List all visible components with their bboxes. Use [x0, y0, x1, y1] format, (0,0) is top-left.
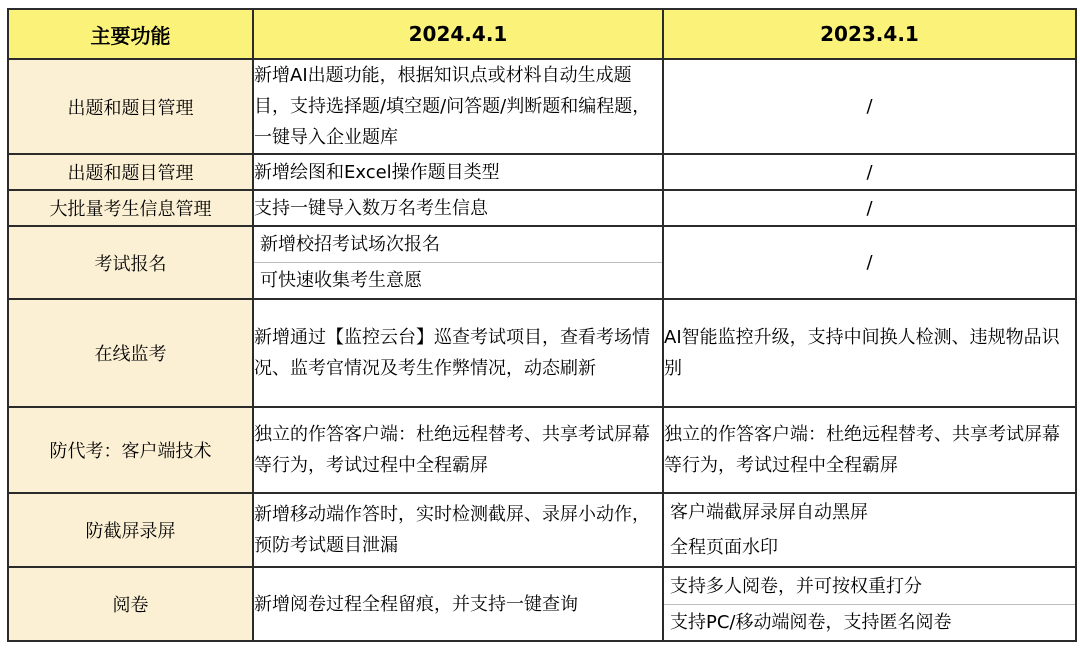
- cell-2024: 新增AI出题功能，根据知识点或材料自动生成题目，支持选择题/填空题/问答题/判断题和编程题，一键导入企业题库: [254, 60, 664, 155]
- cell-2023-line: 支持PC/移动端阅卷，支持匿名阅卷: [664, 604, 1075, 640]
- cell-2023-text: /: [866, 161, 873, 183]
- cell-2023: [664, 227, 1075, 300]
- cell-2023: [664, 60, 1075, 155]
- feature-name: 大批量考生信息管理: [9, 191, 254, 227]
- table-row: [9, 300, 1075, 408]
- cell-2023: AI智能监控升级，支持中间换人检测、违规物品识别: [664, 300, 1075, 408]
- feature-comparison-table: [7, 8, 1077, 642]
- cell-2024: 新增绘图和Excel操作题目类型: [254, 155, 664, 191]
- table-row: [9, 60, 1075, 155]
- cell-2023-line: 全程页面水印: [664, 530, 1075, 565]
- cell-2024-line: 新增校招考试场次报名: [254, 227, 662, 262]
- cell-2024: 新增阅卷过程全程留痕，并支持一键查询: [254, 568, 664, 640]
- feature-name: 出题和题目管理: [9, 60, 254, 155]
- cell-2024-line: 可快速收集考生意愿: [254, 262, 662, 298]
- table-row: [9, 191, 1075, 227]
- cell-2023-text: /: [866, 96, 873, 117]
- cell-2023-line: 支持多人阅卷，并可按权重打分: [664, 569, 1075, 604]
- cell-2024: 新增移动端作答时，实时检测截屏、录屏小动作，预防考试题目泄漏: [254, 494, 664, 568]
- table-row: [9, 408, 1075, 494]
- cell-2024: 新增通过【监控云台】巡查考试项目，查看考场情况、监考官情况及考生作弊情况，动态刷新: [254, 300, 664, 408]
- cell-2023-stack: [664, 494, 1075, 568]
- feature-name: 阅卷: [9, 568, 254, 640]
- header-version-2024: 2024.4.1: [254, 10, 664, 60]
- feature-name: 考试报名: [9, 227, 254, 300]
- header-main-feature: 主要功能: [9, 10, 254, 60]
- cell-2023-text: /: [866, 197, 873, 219]
- cell-2023-text: /: [866, 252, 873, 273]
- cell-2023: [664, 191, 1075, 227]
- header-version-2023: 2023.4.1: [664, 10, 1075, 60]
- feature-name: 在线监考: [9, 300, 254, 408]
- feature-name: 出题和题目管理: [9, 155, 254, 191]
- table-row: [9, 494, 1075, 568]
- cell-2024: 支持一键导入数万名考生信息: [254, 191, 664, 227]
- cell-2023-line: 客户端截屏录屏自动黑屏: [664, 495, 1075, 530]
- cell-2023: 独立的作答客户端：杜绝远程替考、共享考试屏幕等行为，考试过程中全程霸屏: [664, 408, 1075, 494]
- cell-2024-stack: [254, 227, 664, 300]
- cell-2024: 独立的作答客户端：杜绝远程替考、共享考试屏幕等行为，考试过程中全程霸屏: [254, 408, 664, 494]
- cell-2023: [664, 155, 1075, 191]
- cell-2023-stack: [664, 568, 1075, 640]
- table-row: [9, 227, 1075, 300]
- feature-name: 防截屏录屏: [9, 494, 254, 568]
- table-header-row: [9, 10, 1075, 60]
- feature-name: 防代考：客户端技术: [9, 408, 254, 494]
- table-row: [9, 155, 1075, 191]
- table-row: [9, 568, 1075, 640]
